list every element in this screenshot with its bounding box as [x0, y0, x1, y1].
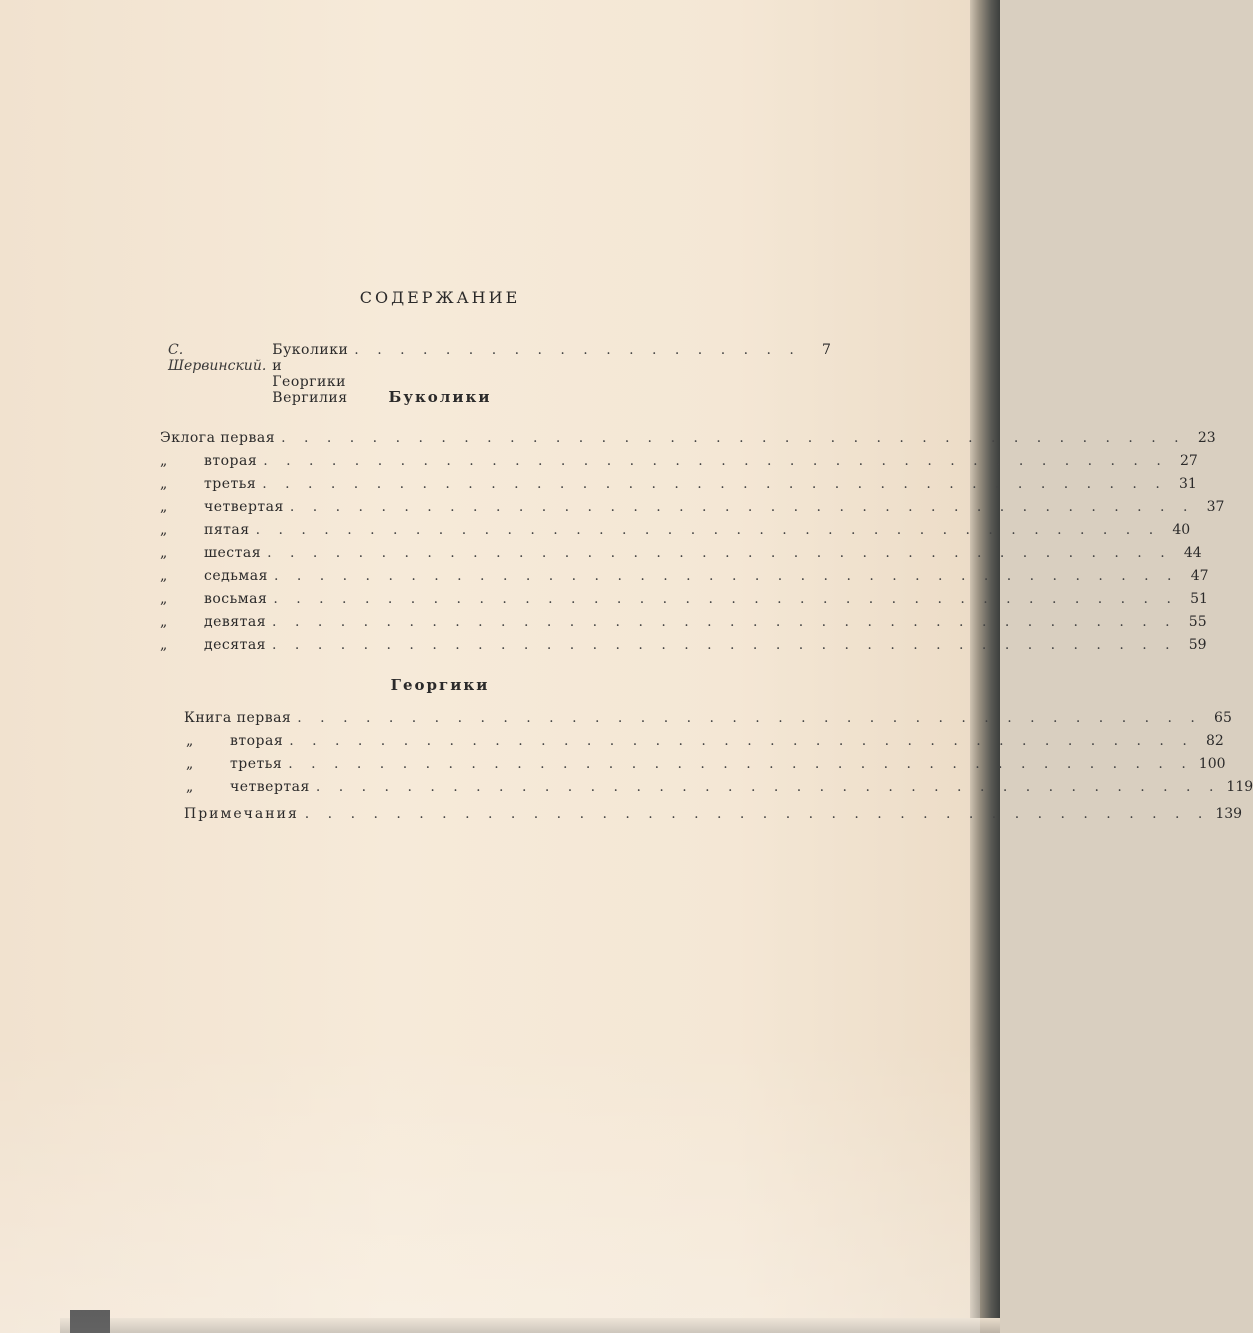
entry-label: вторая	[204, 453, 258, 469]
list-item	[160, 614, 1207, 637]
contents-heading: СОДЕРЖАНИЕ	[359, 288, 521, 307]
dot-leader: . . . . . . . . . . . . . . . . . . . .	[354, 342, 801, 358]
entry-page-number: 40	[1172, 522, 1191, 538]
entry-page-number: 23	[1197, 430, 1216, 446]
entry-page-number: 100	[1198, 756, 1226, 772]
entry-page-number: 51	[1190, 591, 1208, 607]
entry-page-number: 119	[1226, 779, 1253, 795]
entry-label: вторая	[230, 733, 284, 749]
dot-leader: . . . . . . . . . . . . . . . . . . . . . . . . . . . . . . . . . . . . . . . .	[272, 637, 1177, 653]
intro-title: Буколики и Георгики Вергилия	[272, 342, 349, 406]
entry-label: пятая	[204, 522, 250, 538]
entry-label: четвертая	[230, 779, 310, 795]
georgics-heading: Георгики	[390, 676, 490, 694]
dot-leader: . . . . . . . . . . . . . . . . . . . . . . . . . . . . . . . . . . . . . . . .	[315, 779, 1221, 795]
dot-leader: . . . . . . . . . . . . . . . . . . . . . . . . . . . . . . . . . . . . . . . .	[273, 568, 1179, 584]
list-item	[160, 476, 1197, 499]
intro-entry	[168, 342, 831, 406]
notes-page-number: 139	[1215, 806, 1243, 822]
dot-leader: . . . . . . . . . . . . . . . . . . . . . . . . . . . . . . . . . . . . . . . .	[297, 710, 1202, 726]
ditto-mark: „	[160, 614, 168, 630]
entry-label: третья	[204, 476, 257, 492]
list-item	[160, 453, 1198, 476]
ditto-mark: „	[186, 756, 194, 772]
dot-leader: . . . . . . . . . . . . . . . . . . . . . . . . . . . . . . . . . . . . . . . .	[304, 806, 1210, 822]
entry-page-number: 27	[1179, 453, 1198, 469]
ditto-mark: „	[186, 779, 194, 795]
entry-page-number: 47	[1190, 568, 1209, 584]
entry-page-number: 82	[1205, 733, 1224, 749]
list-item	[160, 568, 1209, 591]
dot-leader: . . . . . . . . . . . . . . . . . . . . . . . . . . . . . . . . . . . . . . . .	[281, 430, 1186, 446]
dot-leader: . . . . . . . . . . . . . . . . . . . . . . . . . . . . . . . . . . . . . . . .	[262, 476, 1167, 492]
entry-page-number: 65	[1214, 710, 1232, 726]
entry-label: девятая	[204, 614, 267, 630]
list-item	[160, 637, 1207, 660]
list-item	[160, 591, 1208, 614]
light-glare	[0, 1040, 980, 1333]
list-item	[160, 710, 1232, 733]
bucolics-list	[160, 430, 1225, 660]
list-item	[160, 545, 1202, 568]
dot-leader: . . . . . . . . . . . . . . . . . . . . . . . . . . . . . . . . . . . . . . . .	[288, 756, 1193, 772]
dot-leader: . . . . . . . . . . . . . . . . . . . . . . . . . . . . . . . . . . . . . . . .	[255, 522, 1161, 538]
entry-label: седьмая	[204, 568, 268, 584]
ditto-mark: „	[160, 499, 168, 515]
list-item	[160, 806, 1243, 829]
entry-page-number: 59	[1188, 637, 1207, 653]
entry-page-number: 31	[1178, 476, 1197, 492]
entry-label: восьмая	[204, 591, 268, 607]
bucolics-heading: Буколики	[388, 388, 492, 406]
dot-leader: . . . . . . . . . . . . . . . . . . . . . . . . . . . . . . . . . . . . . . . .	[289, 499, 1195, 515]
dot-leader: . . . . . . . . . . . . . . . . . . . . . . . . . . . . . . . . . . . . . . . .	[272, 614, 1177, 630]
ditto-mark: „	[160, 568, 168, 584]
ditto-mark: „	[160, 637, 168, 653]
entry-label: Книга первая	[184, 710, 292, 726]
dot-leader: . . . . . . . . . . . . . . . . . . . . . . . . . . . . . . . . . . . . . . . .	[267, 545, 1172, 561]
entry-label: шестая	[204, 545, 262, 561]
dot-leader: . . . . . . . . . . . . . . . . . . . . . . . . . . . . . . . . . . . . . . . .	[263, 453, 1168, 469]
list-item	[160, 733, 1224, 756]
entry-page-number: 44	[1183, 545, 1202, 561]
intro-author: С. Шервинский.	[168, 342, 267, 374]
notes-label: Примечания	[184, 806, 299, 822]
entry-label: третья	[230, 756, 283, 772]
dot-leader: . . . . . . . . . . . . . . . . . . . . . . . . . . . . . . . . . . . . . . . .	[273, 591, 1178, 607]
ditto-mark: „	[186, 733, 194, 749]
ditto-mark: „	[160, 476, 168, 492]
ditto-mark: „	[160, 453, 168, 469]
entry-page-number: 37	[1206, 499, 1225, 515]
georgics-list	[160, 710, 1253, 829]
list-item	[160, 499, 1225, 522]
list-item	[160, 779, 1253, 802]
ditto-mark: „	[160, 522, 168, 538]
entry-label: десятая	[204, 637, 267, 653]
entry-page-number: 55	[1188, 614, 1207, 630]
list-item	[160, 430, 1216, 453]
ditto-mark: „	[160, 545, 168, 561]
ditto-mark: „	[160, 591, 168, 607]
intro-page-number: 7	[821, 342, 831, 358]
dot-leader: . . . . . . . . . . . . . . . . . . . . . . . . . . . . . . . . . . . . . . . .	[289, 733, 1194, 749]
list-item	[160, 522, 1191, 545]
entry-label: Эклога первая	[160, 430, 276, 446]
list-item	[160, 756, 1226, 779]
entry-label: четвертая	[204, 499, 284, 515]
